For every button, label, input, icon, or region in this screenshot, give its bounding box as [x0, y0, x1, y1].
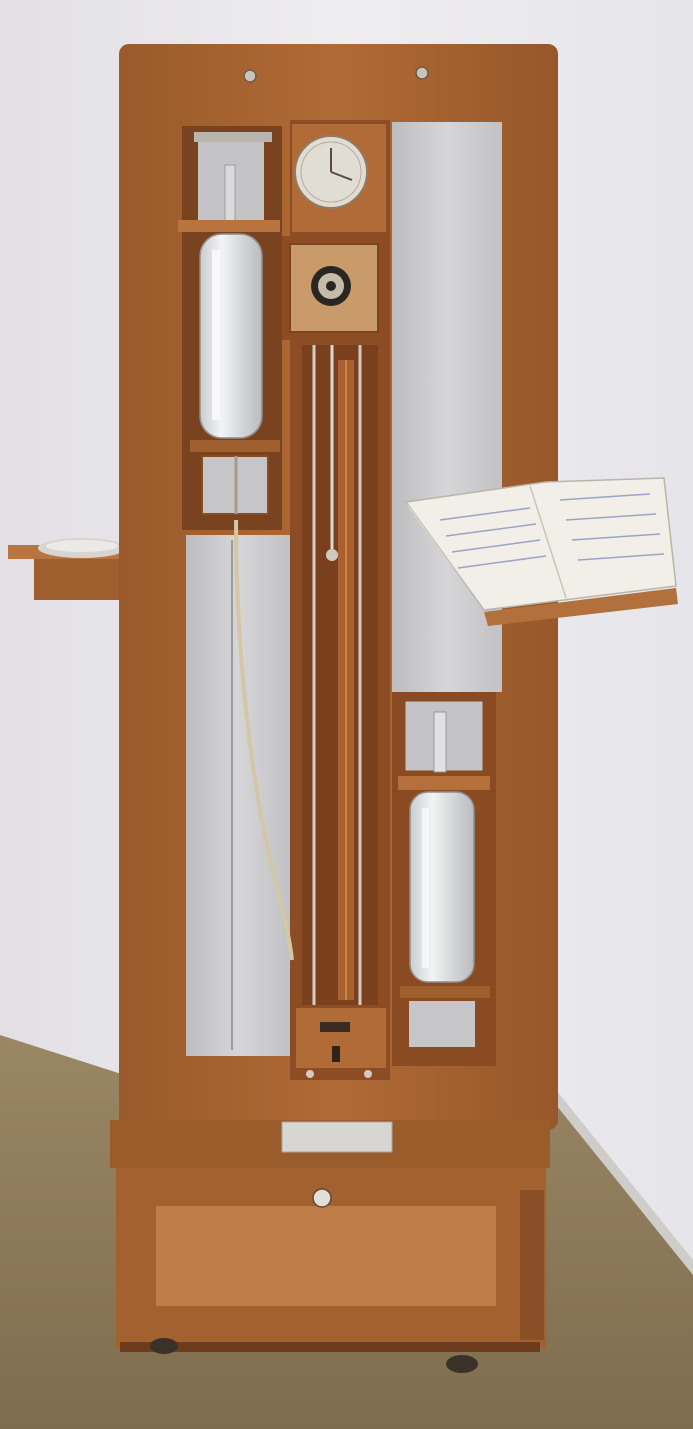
bolt-icon [306, 1070, 314, 1078]
center-bottom-plate [296, 1008, 386, 1078]
keyhole-icon [313, 1189, 331, 1207]
square-gauge [282, 236, 386, 340]
round-dial [292, 124, 386, 232]
bolt-icon [244, 70, 256, 82]
drawer-front [156, 1206, 496, 1306]
center-tubes [302, 345, 378, 1005]
bolt-icon [364, 1070, 372, 1078]
caster-wheel [150, 1338, 178, 1354]
caster-wheel [446, 1355, 478, 1373]
base-cabinet [110, 1120, 550, 1373]
bolt-icon [416, 67, 428, 79]
